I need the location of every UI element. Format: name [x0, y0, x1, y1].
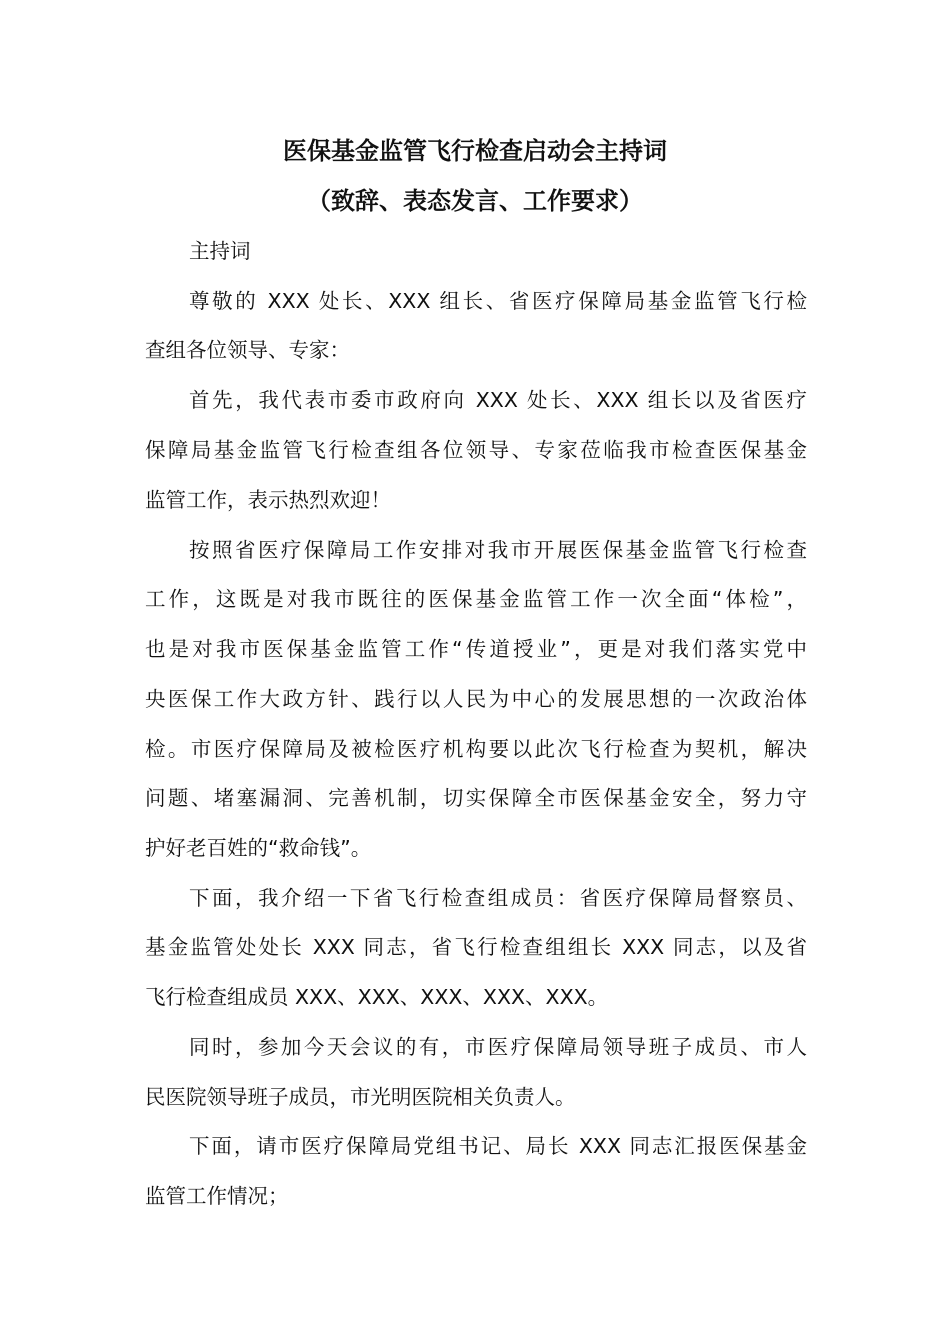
text-line: 监管工作，表示热烈欢迎！ — [145, 488, 391, 512]
text-line: 下面，请市医疗保障局党组书记、局长 XXX 同志汇报医保基金 — [189, 1134, 807, 1158]
text-line: 问题、堵塞漏洞、完善机制，切实保障全市医保基金安全，努力守 — [145, 786, 807, 810]
text-line: 首先，我代表市委市政府向 XXX 处长、XXX 组长以及省医疗 — [189, 388, 807, 412]
text-line: 民医院领导班子成员，市光明医院相关负责人。 — [145, 1085, 576, 1109]
text-line: 尊敬的 XXX 处长、XXX 组长、省医疗保障局基金监管飞行检 — [189, 289, 807, 313]
text-line: 飞行检查组成员 XXX、XXX、XXX、XXX、XXX。 — [145, 985, 609, 1009]
document-subtitle: （致辞、表态发言、工作要求） — [307, 187, 643, 215]
text-line: 基金监管处处长 XXX 同志，省飞行检查组组长 XXX 同志，以及省 — [145, 935, 807, 959]
text-line: 保障局基金监管飞行检查组各位领导、专家莅临我市检查医保基金 — [145, 438, 807, 462]
text-line: 查组各位领导、专家： — [145, 338, 350, 362]
text-line: 也是对我市医保基金监管工作“传道授业”，更是对我们落实党中 — [145, 637, 807, 661]
text-line: 工作，这既是对我市既往的医保基金监管工作一次全面“体检”， — [145, 587, 807, 611]
text-line: 下面，我介绍一下省飞行检查组成员：省医疗保障局督察员、 — [189, 886, 807, 910]
text-line: 按照省医疗保障局工作安排对我市开展医保基金监管飞行检查 — [189, 538, 807, 562]
document-title: 医保基金监管飞行检查启动会主持词 — [283, 137, 667, 165]
section-heading: 主持词 — [189, 239, 251, 263]
text-line: 同时，参加今天会议的有，市医疗保障局领导班子成员、市人 — [189, 1035, 807, 1059]
text-line: 监管工作情况； — [145, 1184, 289, 1208]
text-line: 检。市医疗保障局及被检医疗机构要以此次飞行检查为契机，解决 — [145, 737, 807, 761]
text-line: 护好老百姓的“救命钱”。 — [145, 836, 372, 860]
text-line: 央医保工作大政方针、践行以人民为中心的发展思想的一次政治体 — [145, 687, 807, 711]
